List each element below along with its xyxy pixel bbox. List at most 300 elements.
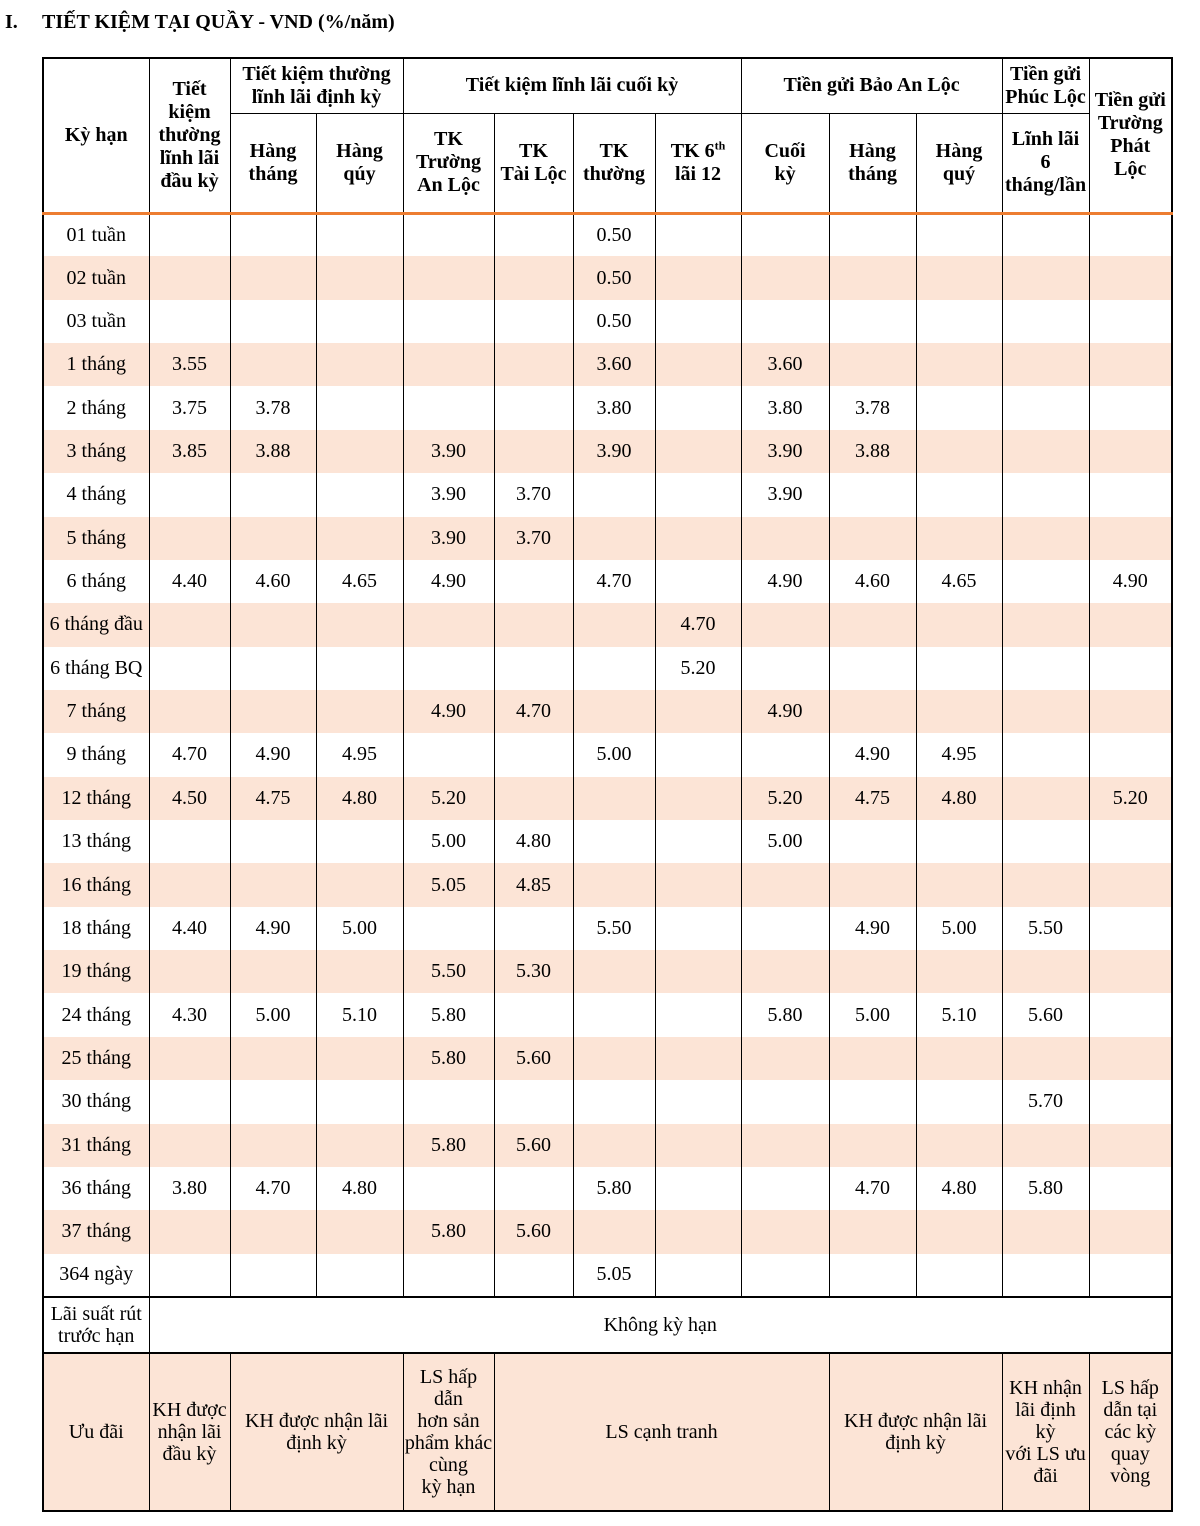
- rate-cell: [230, 603, 316, 646]
- rate-cell: [1089, 647, 1172, 690]
- rate-cell: [829, 863, 916, 906]
- col-header-dinh-ky-hang-quy: Hàng qúy: [316, 113, 403, 213]
- rate-cell: 5.50: [573, 907, 655, 950]
- rate-cell: [1089, 386, 1172, 429]
- rate-row: [43, 1167, 1172, 1210]
- rate-cell: [655, 1037, 741, 1080]
- term-cell: 36 tháng: [43, 1167, 149, 1210]
- rate-cell: [916, 256, 1002, 299]
- rate-cell: [916, 473, 1002, 516]
- rate-cell: [829, 1080, 916, 1123]
- rate-cell: [316, 1124, 403, 1167]
- rate-cell: [1002, 603, 1089, 646]
- rate-cell: [403, 1080, 494, 1123]
- col-header-tk-truong-an-loc: TK Trường An Lộc: [403, 113, 494, 213]
- rate-cell: 5.00: [741, 820, 829, 863]
- rate-cell: [916, 863, 1002, 906]
- col-header-truong-phat-loc: Tiền gửi Trường Phát Lộc: [1089, 58, 1172, 213]
- group-header-bao-an-loc: Tiền gửi Bảo An Lộc: [741, 58, 1002, 113]
- rate-row: [43, 1080, 1172, 1123]
- rate-cell: [1089, 1210, 1172, 1253]
- rate-cell: [1089, 213, 1172, 256]
- rate-cell: [1002, 386, 1089, 429]
- rate-cell: [741, 863, 829, 906]
- rate-cell: [403, 1254, 494, 1297]
- rate-cell: [149, 213, 230, 256]
- rate-cell: [149, 517, 230, 560]
- rate-cell: [316, 343, 403, 386]
- rate-cell: [916, 603, 1002, 646]
- rate-cell: [1002, 777, 1089, 820]
- rate-cell: 4.70: [230, 1167, 316, 1210]
- col-header-bal-cuoi-ky: Cuối kỳ: [741, 113, 829, 213]
- rate-cell: [1089, 256, 1172, 299]
- rate-cell: [573, 950, 655, 993]
- rate-cell: 4.65: [316, 560, 403, 603]
- rate-cell: 4.80: [916, 1167, 1002, 1210]
- rate-cell: [916, 1210, 1002, 1253]
- rate-cell: 5.00: [573, 733, 655, 776]
- rate-cell: 5.00: [829, 993, 916, 1036]
- rate-cell: [1089, 820, 1172, 863]
- rate-cell: [230, 1080, 316, 1123]
- rate-cell: 3.90: [403, 430, 494, 473]
- rate-cell: [1089, 1167, 1172, 1210]
- rate-cell: [316, 820, 403, 863]
- rate-row: [43, 386, 1172, 429]
- rate-cell: 4.60: [829, 560, 916, 603]
- rate-cell: 5.20: [1089, 777, 1172, 820]
- rate-cell: 5.00: [230, 993, 316, 1036]
- term-cell: 25 tháng: [43, 1037, 149, 1080]
- rate-row: [43, 993, 1172, 1036]
- rate-cell: 3.90: [741, 473, 829, 516]
- rate-cell: 4.90: [829, 733, 916, 776]
- rate-cell: [149, 950, 230, 993]
- rate-cell: [655, 300, 741, 343]
- rate-cell: [1002, 820, 1089, 863]
- rate-cell: [149, 1080, 230, 1123]
- rate-row: [43, 213, 1172, 256]
- rate-cell: [149, 1037, 230, 1080]
- rate-cell: [655, 1124, 741, 1167]
- rate-cell: [230, 690, 316, 733]
- header-row-groups: [43, 58, 1172, 113]
- rate-cell: 5.80: [741, 993, 829, 1036]
- rate-cell: 5.05: [573, 1254, 655, 1297]
- rate-cell: 5.50: [1002, 907, 1089, 950]
- term-cell: 13 tháng: [43, 820, 149, 863]
- rate-cell: [573, 993, 655, 1036]
- rate-cell: [741, 1124, 829, 1167]
- rate-cell: 4.70: [829, 1167, 916, 1210]
- rate-cell: [916, 517, 1002, 560]
- rate-cell: [494, 603, 573, 646]
- rate-cell: 4.90: [230, 907, 316, 950]
- rate-cell: 4.30: [149, 993, 230, 1036]
- rate-cell: [1089, 863, 1172, 906]
- rate-cell: [741, 1254, 829, 1297]
- rate-cell: [1002, 213, 1089, 256]
- rate-cell: [403, 733, 494, 776]
- rate-cell: [655, 560, 741, 603]
- rate-row: [43, 473, 1172, 516]
- rate-cell: 5.20: [655, 647, 741, 690]
- rate-cell: [829, 300, 916, 343]
- col-header-tk-thuong: TK thường: [573, 113, 655, 213]
- rate-cell: [655, 1167, 741, 1210]
- rate-cell: 4.90: [403, 690, 494, 733]
- rate-cell: 3.78: [829, 386, 916, 429]
- rate-cell: [494, 1080, 573, 1123]
- rate-cell: [316, 517, 403, 560]
- rate-cell: [916, 1124, 1002, 1167]
- rate-cell: [494, 343, 573, 386]
- rate-row: [43, 647, 1172, 690]
- rate-cell: [316, 690, 403, 733]
- rate-cell: 5.60: [494, 1037, 573, 1080]
- rate-cell: 4.90: [741, 690, 829, 733]
- rate-cell: [655, 1080, 741, 1123]
- rate-cell: [1002, 1037, 1089, 1080]
- rate-cell: [573, 820, 655, 863]
- term-cell: 2 tháng: [43, 386, 149, 429]
- rate-cell: [494, 213, 573, 256]
- rate-cell: [916, 1254, 1002, 1297]
- rate-cell: 3.90: [573, 430, 655, 473]
- term-cell: 02 tuần: [43, 256, 149, 299]
- rate-cell: [1002, 300, 1089, 343]
- rate-cell: [741, 733, 829, 776]
- rate-cell: 4.80: [916, 777, 1002, 820]
- rate-cell: 4.90: [1089, 560, 1172, 603]
- term-cell: 6 tháng đầu: [43, 603, 149, 646]
- rate-cell: [149, 690, 230, 733]
- rate-cell: [230, 473, 316, 516]
- rate-cell: 5.20: [741, 777, 829, 820]
- rate-cell: 4.65: [916, 560, 1002, 603]
- rate-cell: [1089, 1124, 1172, 1167]
- rate-cell: [494, 907, 573, 950]
- rate-cell: 5.00: [316, 907, 403, 950]
- rate-cell: [494, 560, 573, 603]
- rate-cell: [1089, 733, 1172, 776]
- rate-cell: 4.70: [494, 690, 573, 733]
- rate-cell: [573, 517, 655, 560]
- rate-cell: 4.70: [149, 733, 230, 776]
- rate-cell: 3.80: [741, 386, 829, 429]
- rate-cell: [829, 820, 916, 863]
- rate-cell: 5.80: [403, 1210, 494, 1253]
- rate-cell: [916, 690, 1002, 733]
- rate-cell: 4.50: [149, 777, 230, 820]
- rate-row: [43, 517, 1172, 560]
- rate-cell: 5.00: [403, 820, 494, 863]
- rate-cell: [230, 1124, 316, 1167]
- rate-cell: 3.90: [741, 430, 829, 473]
- rate-cell: [655, 256, 741, 299]
- rate-cell: [149, 863, 230, 906]
- rate-cell: [149, 647, 230, 690]
- rate-cell: [149, 1254, 230, 1297]
- rate-cell: [829, 603, 916, 646]
- term-cell: 9 tháng: [43, 733, 149, 776]
- col-header-tk-6th: [655, 113, 741, 213]
- benefits-row: [43, 1353, 1172, 1511]
- rate-cell: [316, 430, 403, 473]
- rate-cell: 3.75: [149, 386, 230, 429]
- rate-cell: [1002, 256, 1089, 299]
- rate-cell: [916, 430, 1002, 473]
- rate-cell: [1089, 343, 1172, 386]
- rate-cell: [1002, 1124, 1089, 1167]
- rate-cell: [741, 300, 829, 343]
- early-withdrawal-value: Không kỳ hạn: [149, 1297, 1172, 1353]
- rate-row: [43, 300, 1172, 343]
- rate-cell: [1089, 517, 1172, 560]
- group-header-cuoi-ky: Tiết kiệm lĩnh lãi cuối kỳ: [403, 58, 741, 113]
- rate-cell: 3.88: [829, 430, 916, 473]
- rate-cell: [741, 950, 829, 993]
- tk-6th-sup: th: [714, 137, 726, 152]
- rate-cell: [573, 777, 655, 820]
- rate-cell: [1002, 690, 1089, 733]
- term-cell: 1 tháng: [43, 343, 149, 386]
- term-cell: 364 ngày: [43, 1254, 149, 1297]
- rate-cell: [403, 647, 494, 690]
- rate-cell: [494, 733, 573, 776]
- rate-cell: [741, 1167, 829, 1210]
- rate-cell: [494, 430, 573, 473]
- rate-cell: 3.88: [230, 430, 316, 473]
- rate-cell: [573, 1080, 655, 1123]
- rate-cell: [829, 213, 916, 256]
- term-cell: 18 tháng: [43, 907, 149, 950]
- rate-cell: [316, 950, 403, 993]
- rate-cell: [403, 603, 494, 646]
- rate-cell: [1002, 517, 1089, 560]
- rate-cell: 5.30: [494, 950, 573, 993]
- rate-row: [43, 907, 1172, 950]
- rate-cell: [829, 1037, 916, 1080]
- col-header-bal-hang-quy: Hàng quý: [916, 113, 1002, 213]
- rate-cell: [1089, 1037, 1172, 1080]
- rate-cell: 4.80: [494, 820, 573, 863]
- rate-cell: [149, 300, 230, 343]
- rate-cell: [403, 256, 494, 299]
- benefits-label: Ưu đãi: [43, 1353, 149, 1511]
- rate-cell: [741, 603, 829, 646]
- rate-cell: [573, 473, 655, 516]
- rate-cell: [655, 777, 741, 820]
- term-cell: 6 tháng: [43, 560, 149, 603]
- rate-cell: [149, 1210, 230, 1253]
- rate-cell: [829, 517, 916, 560]
- rate-cell: 3.90: [403, 517, 494, 560]
- term-cell: 37 tháng: [43, 1210, 149, 1253]
- rate-cell: [230, 1254, 316, 1297]
- rate-cell: [916, 1080, 1002, 1123]
- rate-row: [43, 820, 1172, 863]
- rate-cell: [829, 1124, 916, 1167]
- rate-cell: [494, 777, 573, 820]
- rate-cell: [1089, 950, 1172, 993]
- rate-cell: [1089, 907, 1172, 950]
- rate-cell: [741, 256, 829, 299]
- rate-cell: 3.55: [149, 343, 230, 386]
- rate-cell: 0.50: [573, 213, 655, 256]
- benefit-truong-phat-loc: LS hấp dẫn tại các kỳ quay vòng: [1089, 1353, 1172, 1511]
- col-header-bal-hang-thang: Hàng tháng: [829, 113, 916, 213]
- benefit-dau-ky: KH được nhận lãi đầu kỳ: [149, 1353, 230, 1511]
- term-cell: 30 tháng: [43, 1080, 149, 1123]
- rate-cell: 5.80: [403, 1124, 494, 1167]
- table-footer: [43, 1297, 1172, 1511]
- early-withdrawal-label: Lãi suất rút trước hạn: [43, 1297, 149, 1353]
- rate-cell: [1002, 430, 1089, 473]
- benefit-bao-an-loc: KH được nhận lãi định kỳ: [829, 1353, 1002, 1511]
- rate-cell: [1089, 1254, 1172, 1297]
- rate-cell: 4.95: [316, 733, 403, 776]
- rate-cell: [230, 517, 316, 560]
- rate-cell: 4.75: [230, 777, 316, 820]
- rate-cell: [403, 343, 494, 386]
- rate-cell: 3.70: [494, 517, 573, 560]
- rate-cell: [230, 647, 316, 690]
- term-cell: 03 tuần: [43, 300, 149, 343]
- rate-cell: [230, 950, 316, 993]
- rate-cell: [316, 863, 403, 906]
- term-cell: 4 tháng: [43, 473, 149, 516]
- rate-cell: [916, 300, 1002, 343]
- rate-cell: [1002, 1210, 1089, 1253]
- rate-cell: [1089, 300, 1172, 343]
- rate-cell: 5.10: [916, 993, 1002, 1036]
- rate-row: [43, 343, 1172, 386]
- rate-cell: 3.60: [741, 343, 829, 386]
- rate-cell: [741, 213, 829, 256]
- rate-cell: [741, 1210, 829, 1253]
- col-header-tk-tai-loc: TK Tài Lộc: [494, 113, 573, 213]
- rate-cell: [741, 907, 829, 950]
- rate-row: [43, 1210, 1172, 1253]
- rate-cell: [573, 603, 655, 646]
- rate-cell: [655, 430, 741, 473]
- rate-cell: 3.78: [230, 386, 316, 429]
- rate-cell: [1002, 863, 1089, 906]
- rate-cell: [573, 1037, 655, 1080]
- term-cell: 12 tháng: [43, 777, 149, 820]
- rate-cell: [829, 950, 916, 993]
- rate-cell: [916, 343, 1002, 386]
- rate-cell: [230, 1210, 316, 1253]
- rate-cell: [494, 1254, 573, 1297]
- benefit-dinh-ky: KH được nhận lãi định kỳ: [230, 1353, 403, 1511]
- rate-cell: 5.10: [316, 993, 403, 1036]
- rate-cell: [1002, 473, 1089, 516]
- rate-cell: 3.70: [494, 473, 573, 516]
- rate-cell: [1089, 430, 1172, 473]
- rate-cell: [316, 1080, 403, 1123]
- rate-cell: [1002, 343, 1089, 386]
- rate-cell: [655, 1210, 741, 1253]
- rate-cell: [1089, 993, 1172, 1036]
- rate-row: [43, 950, 1172, 993]
- rate-cell: [655, 517, 741, 560]
- col-header-ky-han: Kỳ hạn: [43, 58, 149, 213]
- rate-cell: [403, 907, 494, 950]
- col-header-phuc-loc-6-thang: Lĩnh lãi 6 tháng/lần: [1002, 113, 1089, 213]
- rate-cell: [655, 820, 741, 863]
- rate-cell: [316, 603, 403, 646]
- rate-cell: [916, 820, 1002, 863]
- rate-cell: [316, 386, 403, 429]
- col-header-dinh-ky-hang-thang: Hàng tháng: [230, 113, 316, 213]
- rate-cell: [829, 1210, 916, 1253]
- rate-cell: [655, 213, 741, 256]
- rate-cell: [316, 1254, 403, 1297]
- rate-row: [43, 1037, 1172, 1080]
- rate-cell: [655, 733, 741, 776]
- rate-cell: [829, 473, 916, 516]
- term-cell: 6 tháng BQ: [43, 647, 149, 690]
- rate-cell: 3.80: [149, 1167, 230, 1210]
- rate-cell: [741, 1080, 829, 1123]
- rate-cell: 5.80: [573, 1167, 655, 1210]
- rate-cell: [149, 256, 230, 299]
- rate-cell: [916, 647, 1002, 690]
- early-withdrawal-row: [43, 1297, 1172, 1353]
- rate-cell: [655, 907, 741, 950]
- rate-cell: 5.05: [403, 863, 494, 906]
- rate-cell: 3.60: [573, 343, 655, 386]
- rate-cell: [655, 1254, 741, 1297]
- rate-row: [43, 1124, 1172, 1167]
- rate-cell: 5.80: [403, 1037, 494, 1080]
- term-cell: 01 tuần: [43, 213, 149, 256]
- rate-cell: [573, 647, 655, 690]
- rate-cell: [829, 256, 916, 299]
- rate-cell: [403, 300, 494, 343]
- rate-cell: [403, 386, 494, 429]
- rate-row: [43, 603, 1172, 646]
- savings-rate-table: [42, 57, 1173, 1512]
- rate-cell: [230, 300, 316, 343]
- rate-cell: [1089, 603, 1172, 646]
- tk-6th-line2: lãi 12: [674, 162, 722, 185]
- rate-cell: 4.90: [829, 907, 916, 950]
- tk-6th-main: TK 6: [670, 139, 715, 162]
- rate-cell: 3.90: [403, 473, 494, 516]
- rate-cell: [1002, 647, 1089, 690]
- rate-cell: [494, 386, 573, 429]
- rate-cell: 4.70: [573, 560, 655, 603]
- rate-cell: [916, 1037, 1002, 1080]
- rate-cell: [655, 386, 741, 429]
- section-title: TIẾT KIỆM TẠI QUẦY - VND (%/năm): [42, 11, 395, 33]
- rate-cell: [1002, 733, 1089, 776]
- rate-cell: [149, 603, 230, 646]
- rate-cell: [230, 256, 316, 299]
- rate-cell: [741, 517, 829, 560]
- rate-cell: 4.40: [149, 907, 230, 950]
- benefit-phuc-loc: KH nhận lãi định kỳ với LS ưu đãi: [1002, 1353, 1089, 1511]
- rate-cell: 4.80: [316, 777, 403, 820]
- rate-cell: 4.95: [916, 733, 1002, 776]
- rate-cell: [1002, 1254, 1089, 1297]
- rate-row: [43, 733, 1172, 776]
- rate-cell: [1089, 690, 1172, 733]
